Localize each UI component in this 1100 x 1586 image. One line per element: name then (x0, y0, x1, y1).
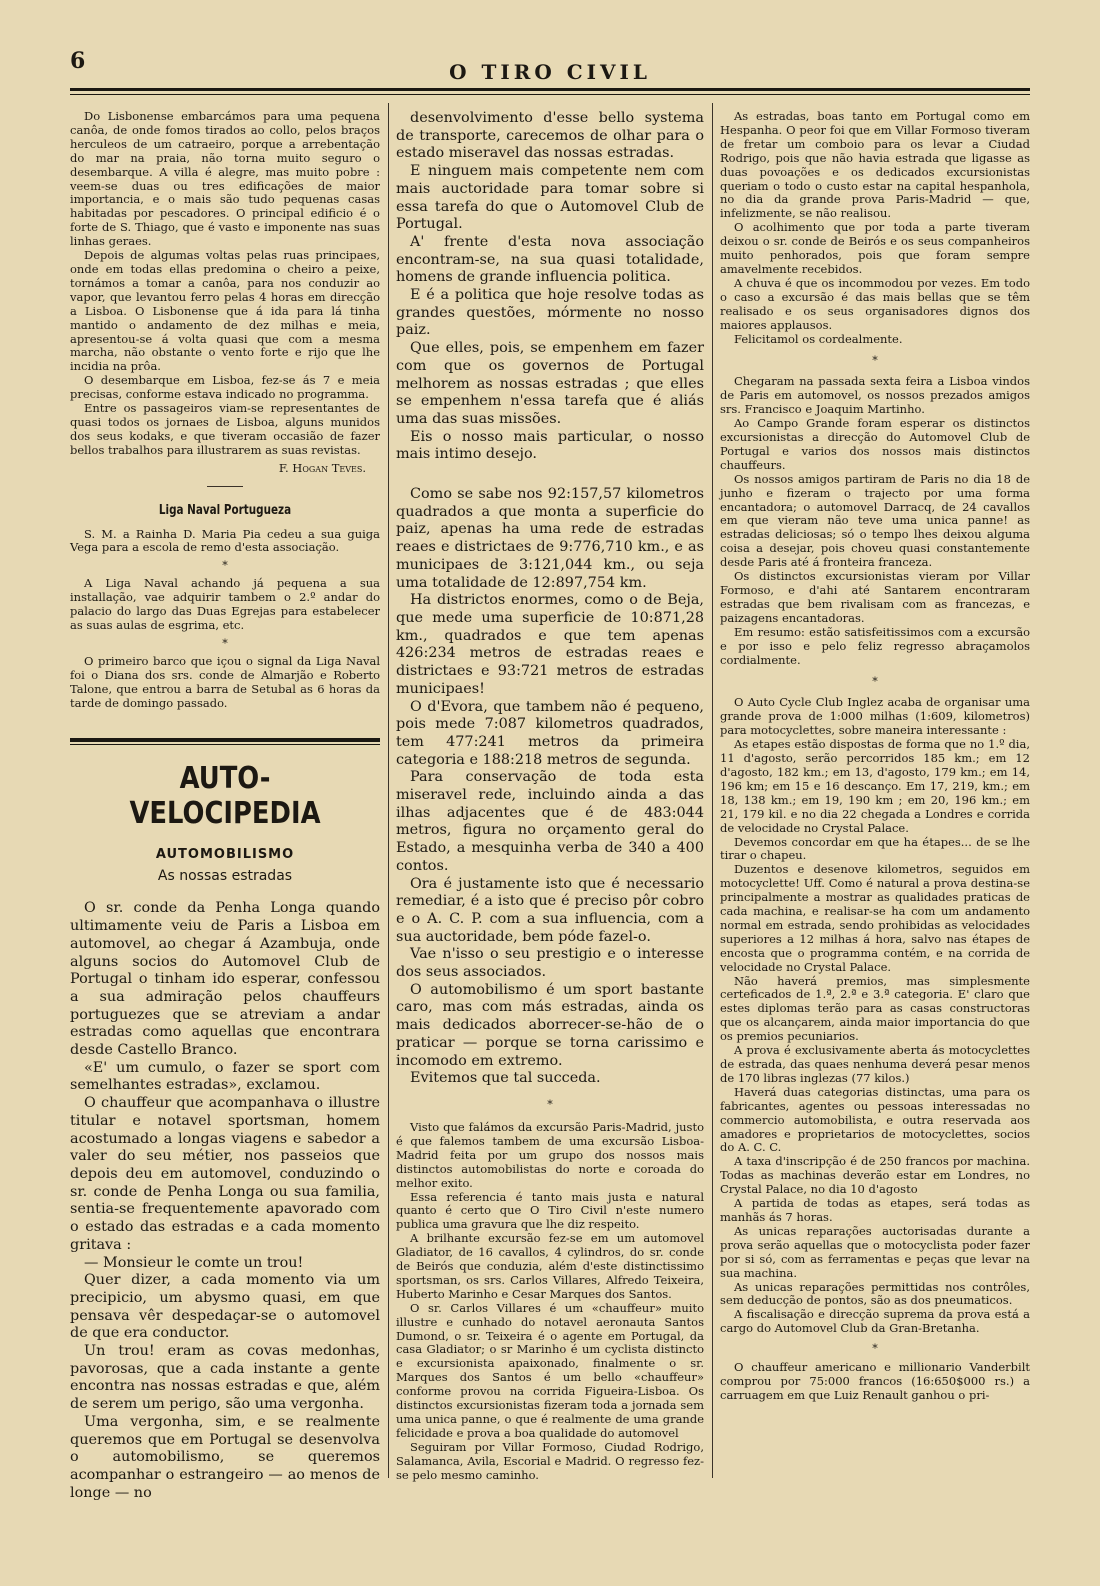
paragraph: Para conservação de toda esta miseravel rede, incluindo ainda a das ilhas adjacentes que é de 483:044 metros, figura no orçamento geral do Estado, a mesquinha verba de 340 a 400 contos. (396, 769, 704, 874)
paragraph: A' frente d'esta nova associação encontram-se, na sua quasi totalidade, homens de grande influencia politica. (396, 233, 704, 286)
paragraph: O sr. conde da Penha Longa quando ultimamente veiu de Paris a Lisboa em automovel, ao chegar á Azambuja, onde alguns socios do Automovel Club de Portugal o tinham ido esperar, confessou a sua admiração pelos chauffeurs portuguezes que se atreviam a andar estradas como aquellas que encontrara desde Castello Branco. (70, 900, 380, 1059)
paragraph: O desembarque em Lisboa, fez-se ás 7 e meia precisas, conforme estava indicado no programma. (70, 373, 380, 402)
section-rule-thin (70, 744, 380, 745)
header-rule (70, 88, 1030, 91)
paragraph: O chauffeur americano e millionario Vanderbilt comprou por 75:000 francos (16:650$000 rs.) a carruagem em que Luiz Renault ganhou o pri- (720, 1360, 1030, 1402)
paragraph: Os nossos amigos partiram de Paris no dia 18 de junho e fizeram o trajecto por uma forma encantadora; o automovel Darracq, de 24 cavallos em que vieram não teve uma unica panne! as estradas deliciosas; só o tempo lhes deixou alguma coisa a desejar, pois choveu quasi constantemente desde Paris até á fronteira franceza. (720, 471, 1030, 570)
paragraph: Evitemos que tal succeda. (410, 1070, 601, 1087)
paragraph: Entre os passageiros viam-se representantes de quasi todos os jornaes de Lisboa, alguns munidos dos seus kodaks, e que tiveram occasião de fazer bellos trabalhos para illustrarem as suas revistas. (70, 401, 380, 457)
column-3 (720, 110, 1030, 1480)
paragraph: A brilhante excursão fez-se em um automovel Gladiator, de 16 cavallos, 4 cylindros, do sr. conde de Beirós que conduzia, além d'este distinctissimo sportsman, os srs. Carlos Villares, Alfredo Teixeira, Huberto Marinho e Cesar Marques dos Santos. (396, 1231, 704, 1301)
article-title: As nossas estradas (157, 868, 293, 885)
paragraph: O automobilismo é um sport bastante caro, mas com más estradas, ainda os mais dedicados aborrecer-se-hão de o praticar — porque se torna carissimo e incomodo em extremo. (396, 981, 704, 1069)
vanderbilt-article (720, 1361, 1030, 1403)
paragraph: A taxa d'inscripção é de 250 francos por machina. Todas as machinas deverão estar em Londres, no Crystal Palace, no dia 10 d'agosto (720, 1154, 1030, 1197)
paragraph: O acolhimento que por toda a parte tiveram deixou o sr. conde de Beirós e os seus companheiros muito penhorados, pois que foram sempre amavelmente recebidos. (720, 220, 1030, 276)
subheading: AUTOMOBILISMO (155, 847, 295, 863)
section-rule (70, 738, 380, 742)
paragraph: Duzentos e desenove kilometros, seguidos em motocyclette! Uff. Como é natural a prova destina-se principalmente a mostrar as qualidades praticas de cada machina, e realisar-se ha com um andamento normal em estrada, sendo prohibidas as velocidades superiores a 12 milhas á hora, salvo nas étapes de encosta que o programma contém, e na corrida de velocidade no Crystal Palace. (720, 862, 1030, 974)
paragraph: Seguiram por Villar Formoso, Ciudad Rodrigo, Salamanca, Avila, Escorial e Madrid. O regresso fez-se pelo mesmo caminho. (396, 1439, 704, 1482)
star-separator: * (222, 559, 228, 573)
star-separator: * (222, 636, 228, 650)
paragraph: Vae n'isso o seu prestigio e o interesse dos seus associados. (396, 946, 704, 981)
paragraph: Un trou! eram as covas medonhas, pavorosas, que a cada instante a gente encontra nas nossas estradas e que, além de serem um perigo, são uma vergonha. (70, 1343, 380, 1413)
paragraph: O d'Evora, que tambem não é pequeno, pois mede 7:087 kilometros quadrados, tem 477:241 metros da primeira categoria e 188:218 metros de segunda. (396, 698, 704, 768)
paragraph: Em resumo: estão satisfeitissimos com a excursão e por isso e pelo feliz regresso abraçamolos cordialmente. (720, 624, 1030, 667)
separator (207, 486, 243, 487)
star-separator: * (872, 1342, 878, 1356)
author-signature: F. Hogan Teves. (278, 460, 366, 475)
paragraph: O Auto Cycle Club Inglez acaba de organisar uma grande prova de 1:000 milhas (1:609, kilometros) para motocyclettes, sobre maneira interessante : (720, 695, 1030, 738)
paragraph: As unicas reparações auctorisadas durante a prova serão aquellas que o motocyclista poder fazer por si só, com as ferramentas e peças que levar na sua machina. (720, 1223, 1030, 1280)
star-separator: * (872, 675, 878, 689)
column-divider (388, 103, 389, 1478)
paragraph: Essa referencia é tanto mais justa e natural quanto é certo que O Tiro Civil n'este numero publica uma gravura que lhe diz respeito. (396, 1189, 704, 1232)
paragraph: desenvolvimento d'esse bello systema de transporte, carecemos de olhar para o estado miseravel das nossas estradas. (396, 110, 704, 162)
paragraph: Uma vergonha, sim, e se realmente queremos que em Portugal se desenvolva o automobilismo, se queremos acompanhar o estrangeiro — ao menos de longe — no (70, 1413, 380, 1501)
paragraph: As estradas, boas tanto em Portugal como em Hespanha. O peor foi que em Villar Formoso tiveram de fretar um comboio para os levar a Ciudad Rodrigo, pois que não havia estrada que ligasse as duas povoações e os dedicados excursionistas queriam o todo o custo estar na capital hespanhola, no dia da grande prova Paris-Madrid — que, infelizmente, se não realisou. (720, 109, 1030, 221)
paragraph: Haverá duas categorias distinctas, uma para os fabricantes, agentes ou pessoas interessadas no commercio automobilista, e outra reservada aos amadores e proprietarios de motocyclettes, socios do A. C. C. (720, 1084, 1030, 1155)
paragraph: Ha districtos enormes, como o de Beja, que mede uma superficie de 10:871,28 km., quadrados e que tem apenas 426:234 metros de estradas reaes e districtaes e 93:721 metros de estradas municipaes! (396, 592, 704, 697)
travel-article (70, 110, 380, 476)
paragraph: Depois de algumas voltas pelas ruas principaes, onde em todas ellas predomina o cheiro a peixe, tornámos a tomar a canôa, para nos conduzir ao vapor, que levantou ferro pelas 4 horas em direcção a Lisboa. O Lisbonense que á ida para lá tinha mantido o andamento de dez milhas e meia, apresentou-se á volta quasi que com a mesma marcha, não obstante o vento forte e rijo que lhe incidia na prôa. (70, 248, 380, 374)
star-separator: * (547, 1097, 553, 1111)
paragraph: Ora é justamente isto que é necessario remediar, é a isto que é preciso pôr cobro e o A. C. P. com a sua influencia, com a sua auctoridade, bem póde fazel-o. (396, 875, 704, 945)
header-rule-thin (70, 94, 1030, 95)
paragraph: A prova é exclusivamente aberta ás motocyclettes de estrada, das quaes nenhuma deverá pesar menos de 170 libras inglezas (77 kilos.) (720, 1043, 1030, 1085)
paragraph: A chuva é que os incommodou por vezes. Em todo o caso a excursão é das mais bellas que se têm realisado e os seus organisadores dignos dos maiores applausos. (720, 275, 1030, 332)
roads-article-cont (396, 110, 704, 464)
page-number: 6 (70, 48, 86, 74)
paragraph: O chauffeur que acompanhava o illustre titular e notavel sportsman, homem acostumado a longas viagens e sabedor a valer do seu métier, nos passeios que depois deu em automovel, conduzindo o sr. conde de Penha Longa ou sua familia, sentia-se frequentemente apavorado com o estado das estradas e a cada momento gritava : (70, 1095, 380, 1253)
paragraph: As etapes estão dispostas de forma que no 1.º dia, 11 d'agosto, serão percorridos 185 km.; em 12 d'agosto, 182 km.; em 13, d'agosto, 179 km.; em 14, 196 km; em 15 e 16 descanço. Em 17, 219, km.; em 18, 138 km.; em 19, 190 km ; em 20, 196 km.; em 21, 179 kil. e no dia 22 chegada a Londres e corrida de velocidade no Crystal Palace. (720, 737, 1030, 835)
cycle-club-article (720, 696, 1030, 1336)
excursion-article-cont (720, 110, 1030, 346)
paragraph: Chegaram na passada sexta feira a Lisboa vindos de Paris em automovel, os nossos prezados amigos srs. Francisco e Joaquim Martinho. (720, 374, 1030, 417)
martinho-article (720, 375, 1030, 667)
paragraph: A fiscalisação e direcção suprema da prova está a cargo do Automovel Club da Gran-Bretanha. (720, 1307, 1030, 1336)
column-divider (712, 103, 713, 1478)
section-heading: AUTO-VELOCIPEDIA (129, 761, 321, 832)
paragraph: «E' um cumulo, o fazer se sport com semelhantes estradas», exclamou. (70, 1059, 380, 1094)
masthead-title: O TIRO CIVIL (449, 60, 651, 84)
paragraph: Do Lisbonense embarcámos para uma pequena canôa, de onde fomos tirados ao collo, pelos braços herculeos de um catraeiro, porque a arrebentação do mar na praia, não torna muito seguro o desembarque. A villa é alegre, mas muito pobre : veem-se duas ou tres edificações de maior importancia, e o mais são tudo pequenas casas habitadas por pescadores. O principal edificio é o forte de S. Thiago, que é vasto e imponente nas suas linhas geraes. (70, 109, 380, 249)
paragraph: Ao Campo Grande foram esperar os distinctos excursionistas a direcção do Automovel Club de Portugal e varios dos nossos mais distinctos chauffeurs. (720, 416, 1030, 472)
paragraph: Não haverá premios, mas simplesmente certeficados de 1.ª, 2.ª e 3.ª categoria. E' claro que estes diplomas terão para as casas constructoras que os alcançarem, ainda maior importancia do que os premios pecuniarios. (720, 973, 1030, 1044)
paragraph: Devemos concordar em que ha étapes... de se lhe tirar o chapeu. (720, 834, 1030, 863)
column-1 (70, 109, 380, 1501)
news-item: A Liga Naval achando já pequena a sua installação, vae adquirir tambem o 2.º andar do palacio do largo das Duas Egrejas para estabelecer as suas aulas de esgrima, etc. (70, 576, 380, 632)
paragraph: Os distinctos excursionistas vieram por Villar Formoso, e d'ahi até Santarem encontraram estradas que bem rivalisam com as francezas, e paizagens encantadoras. (720, 569, 1030, 625)
paragraph: Visto que falámos da excursão Paris-Madrid, justo é que falemos tambem de uma excursão Lisboa-Madrid feita por um grupo dos nossos mais distinctos automobilistas do norte e coroada do melhor exito. (396, 1119, 704, 1190)
paragraph: E ninguem mais competente nem com mais auctoridade para tomar sobre si essa tarefa do que o Automovel Club de Portugal. (396, 163, 704, 233)
paragraph: Felicitamol os cordealmente. (734, 331, 903, 346)
paragraph: Quer dizer, a cada momento via um precipicio, um abysmo quasi, em que pensava vêr despedaçar-se o automovel de que era conductor. (70, 1272, 380, 1342)
excursion-article (396, 1121, 704, 1483)
column-2 (396, 110, 704, 1480)
roads-article (70, 900, 380, 1502)
liga-news (70, 528, 380, 711)
star-separator: * (872, 354, 878, 368)
news-item: O primeiro barco que içou o signal da Liga Naval foi o Diana dos srs. conde de Almarjão e Roberto Talone, que entrou a barra de Setubal as 6 horas da tarde de domingo passado. (70, 653, 380, 710)
paragraph: Que elles, pois, se empenhem em fazer com que os governos de Portugal melhorem as nossas estradas ; que elles se empenhem n'essa tarefa que é aliás uma das suas missões. (396, 340, 704, 427)
paragraph: — Monsieur le comte un trou! (84, 1254, 304, 1271)
paragraph: Como se sabe nos 92:157,57 kilometros quadrados a que monta a superficie do paiz, apenas ha uma rede de estradas reaes e districtaes de 9:776,710 km., e as municipaes de 3:121,044 km., ou seja uma totalidade de 12:897,754 km. (396, 486, 704, 591)
liga-heading: Liga Naval Portugueza (158, 502, 292, 518)
news-item: S. M. a Rainha D. Maria Pia cedeu a sua guiga Vega para a escola de remo d'esta associação. (70, 526, 380, 555)
paragraph: E é a politica que hoje resolve todas as grandes questões, mórmente no nosso paiz. (396, 287, 704, 339)
paragraph: A partida de todas as etapes, será todas as manhãs ás 7 horas. (720, 1196, 1030, 1224)
paragraph: As unicas reparações permittidas nos contrôles, sem deducção de pontos, são as dos pneumaticos. (720, 1279, 1030, 1308)
paragraph: Eis o nosso mais particular, o nosso mais intimo desejo. (396, 428, 704, 463)
roads-statistics (396, 486, 704, 1088)
paragraph: O sr. Carlos Villares é um «chauffeur» muito illustre e cunhado do notavel aeronauta Santos Dumond, o sr. Teixeira é o agente em Portugal, da casa Gladiator; o sr Marinho é um cyclista distincto e excursionista apaixonado, finalmente o sr. Marques dos Santos é um bello «chauffeur» conforme provou na corrida Figueira-Lisboa. Os distinctos excursionistas fizeram toda a jornada sem uma unica panne, o que é realmente de uma grande felicidade e prova a boa qualidade do automovel (396, 1300, 704, 1440)
